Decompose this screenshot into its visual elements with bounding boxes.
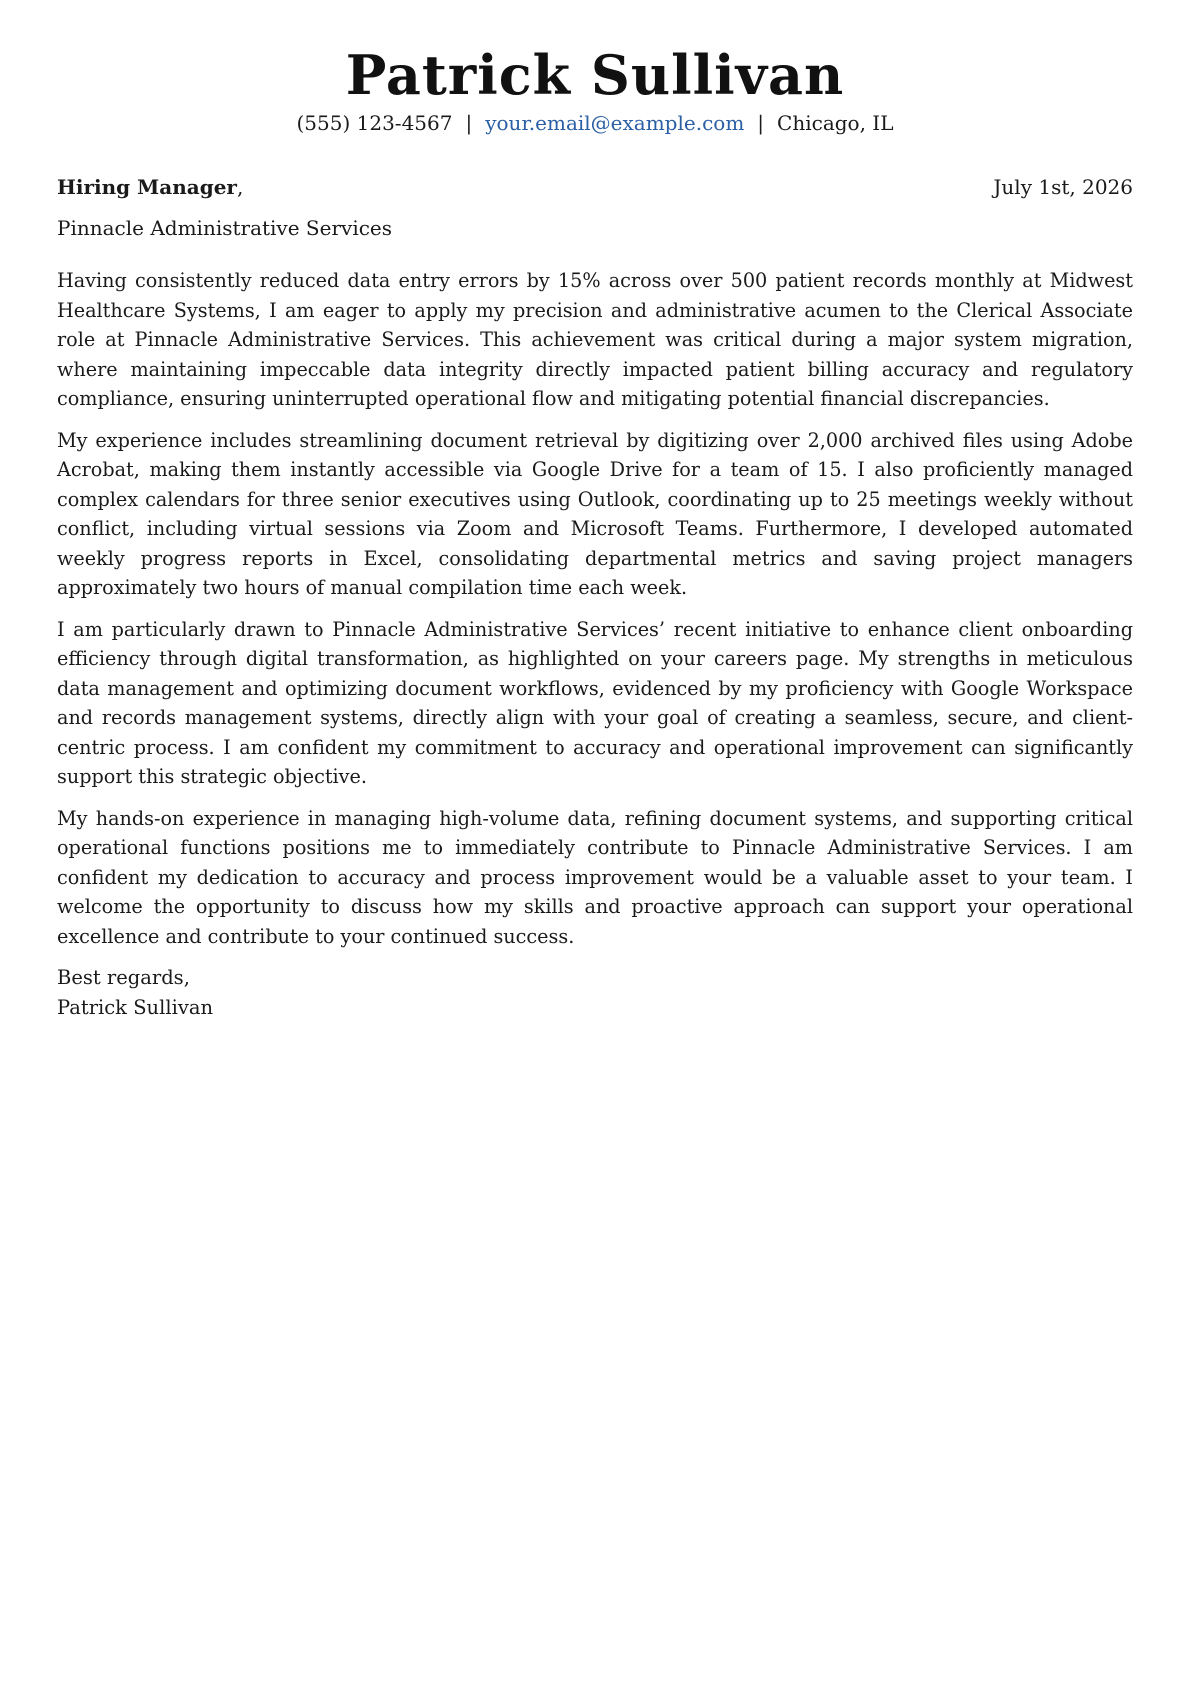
- cover-letter-page: [57, 0, 1133, 1022]
- email-link[interactable]: your.email@example.com: [485, 111, 745, 135]
- recipient-title-wrap: [57, 172, 243, 202]
- body-paragraph: Having consistently reduced data entry errors by 15% across over 500 patient records monthly at Midwest Healthcare Systems, I am eager to apply my precision and administrative acumen to the Clerical Associate role at Pinnacle Administrative Services. This achievement was critical during a major system migration, where maintaining impeccable data integrity directly impacted patient billing accuracy and regulatory compliance, ensuring uninterrupted operational flow and mitigating potential financial discrepancies.: [57, 269, 1133, 410]
- recipient-title-suffix: ,: [236, 175, 244, 199]
- letter-date: July 1st, 2026: [993, 175, 1133, 199]
- contact-separator: |: [757, 111, 765, 135]
- recipient-row: [57, 172, 1133, 202]
- contact-line: [57, 108, 1133, 138]
- body-paragraph: My experience includes streamlining document retrieval by digitizing over 2,000 archived files using Adobe Acrobat, making them instantly accessible via Google Drive for a team of 15. I also proficiently managed complex calendars for three senior executives using Outlook, coordinating up to 25 meetings weekly without conflict, including virtual sessions via Zoom and Microsoft Teams. Furthermore, I developed automated weekly progress reports in Excel, consolidating departmental metrics and saving project managers approximately two hours of manual compilation time each week.: [57, 428, 1133, 599]
- phone-number: (555) 123-4567: [296, 111, 453, 135]
- body-paragraph: I am particularly drawn to Pinnacle Administrative Services’ recent initiative to enhance client onboarding efficiency through digital transformation, as highlighted on your careers page. My strengths in meticulous data management and optimizing document workflows, evidenced by my proficiency with Google Workspace and records management systems, directly align with your goal of creating a seamless, secure, and client-centric process. I am confident my commitment to accuracy and operational improvement can significantly support this strategic objective.: [57, 617, 1133, 788]
- signature-name: Patrick Sullivan: [57, 995, 214, 1019]
- body-paragraph: My hands-on experience in managing high-volume data, refining document systems, and supporting critical operational functions positions me to immediately contribute to Pinnacle Administrative Services. I am confident my dedication to accuracy and process improvement would be a valuable asset to your team. I welcome the opportunity to discuss how my skills and proactive approach can support your operational excellence and contribute to your continued success.: [57, 806, 1133, 948]
- recipient-title: Hiring Manager: [57, 175, 237, 199]
- location: Chicago, IL: [777, 111, 894, 135]
- contact-separator: |: [465, 111, 473, 135]
- closing-block: [57, 963, 1133, 1022]
- closing-salutation: Best regards,: [57, 966, 190, 989]
- applicant-name: Patrick Sullivan: [345, 43, 845, 107]
- recipient-company: Pinnacle Administrative Services: [57, 216, 393, 240]
- letter-body: [57, 266, 1133, 951]
